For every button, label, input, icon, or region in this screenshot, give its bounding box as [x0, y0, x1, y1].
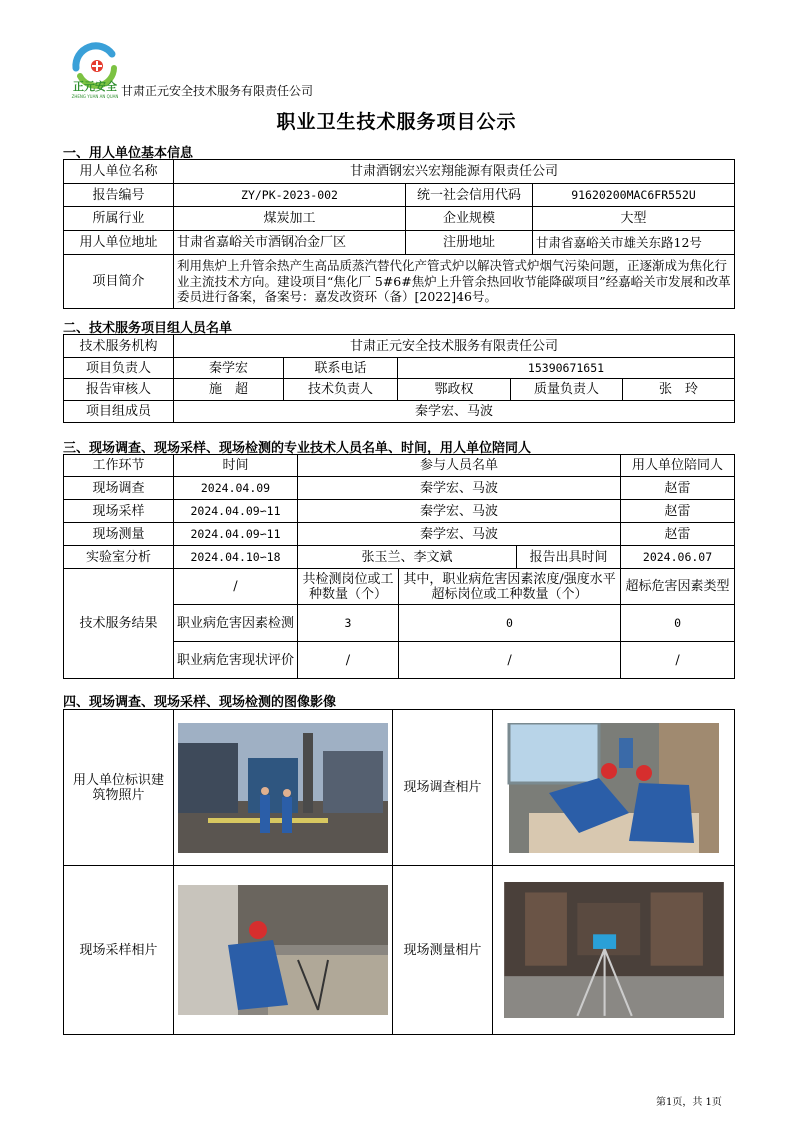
- time: 2024.04.09∽11: [174, 523, 298, 546]
- stage: 现场调查: [64, 477, 174, 500]
- leader: 秦学宏: [174, 358, 284, 379]
- report-no: ZY/PK-2023-002: [174, 184, 406, 207]
- report-time: 2024.06.07: [621, 546, 735, 569]
- result-exceed: 0: [399, 605, 621, 642]
- measurement-photo: [503, 882, 725, 1018]
- photo2-label: 现场调查相片: [393, 710, 493, 866]
- credit-code: 91620200MAC6FR552U: [533, 184, 735, 207]
- lab-stage: 实验室分析: [64, 546, 174, 569]
- section3-heading: 三、现场调查、现场采样、现场检测的专业技术人员名单、时间，用人单位陪同人: [63, 441, 532, 456]
- photo1-label: 用人单位标识建筑物照片: [64, 710, 174, 866]
- scale-label: 企业规模: [406, 207, 533, 231]
- table-row: [64, 546, 735, 569]
- address: 甘肃省嘉峪关市酒钢冶金厂区: [174, 231, 406, 255]
- result-type: /: [621, 642, 735, 679]
- result-count: 3: [298, 605, 399, 642]
- time: 2024.04.09: [174, 477, 298, 500]
- escort: 赵雷: [621, 500, 735, 523]
- result-label: 技术服务结果: [64, 569, 174, 679]
- table-row: [64, 500, 735, 523]
- escort: 赵雷: [621, 523, 735, 546]
- result-header-type: 超标危害因素类型: [621, 569, 735, 605]
- reg-address: 甘肃省嘉峪关市雄关东路12号: [533, 231, 735, 255]
- photo-table: [63, 709, 735, 1035]
- company-header: 甘肃正元安全技术服务有限责任公司: [121, 84, 314, 98]
- org-label: 技术服务机构: [64, 335, 174, 358]
- report-no-label: 报告编号: [64, 184, 174, 207]
- people: 秦学宏、马波: [298, 477, 621, 500]
- section2-heading: 二、技术服务项目组人员名单: [63, 321, 233, 336]
- quality: 张 玲: [623, 379, 735, 401]
- header-stage: 工作环节: [64, 455, 174, 477]
- tech: 鄂政权: [398, 379, 511, 401]
- lab-people: 张玉兰、李文斌: [298, 546, 517, 569]
- address-label: 用人单位地址: [64, 231, 174, 255]
- logo-text: 正元安全: [73, 80, 117, 93]
- company-logo-icon: [66, 38, 124, 100]
- unit-info-table: [63, 159, 735, 309]
- header-time: 时间: [174, 455, 298, 477]
- unit-name: 甘肃酒钢宏兴宏翔能源有限责任公司: [174, 160, 735, 184]
- intro-label: 项目简介: [64, 255, 174, 309]
- result-item: 职业病危害现状评价: [174, 642, 298, 679]
- photo4-label: 现场测量相片: [393, 866, 493, 1035]
- reg-address-label: 注册地址: [406, 231, 533, 255]
- leader-label: 项目负责人: [64, 358, 174, 379]
- escort: 赵雷: [621, 477, 735, 500]
- field-work-table: [63, 454, 735, 679]
- stage: 现场测量: [64, 523, 174, 546]
- org: 甘肃正元安全技术服务有限责任公司: [174, 335, 735, 358]
- section1-heading: 一、用人单位基本信息: [63, 146, 194, 161]
- time: 2024.04.09∽11: [174, 500, 298, 523]
- table-row: [64, 523, 735, 546]
- industry-label: 所属行业: [64, 207, 174, 231]
- result-item: 职业病危害因素检测: [174, 605, 298, 642]
- page-title: 职业卫生技术服务项目公示: [276, 111, 517, 133]
- phone: 15390671651: [398, 358, 735, 379]
- result-header-exceed: 其中，职业病危害因素浓度/强度水平超标岗位或工种数量（个）: [399, 569, 621, 605]
- members: 秦学宏、马波: [174, 401, 735, 423]
- photo3-label: 现场采样相片: [64, 866, 174, 1035]
- table-row: [64, 477, 735, 500]
- lab-time: 2024.04.10∽18: [174, 546, 298, 569]
- result-type: 0: [621, 605, 735, 642]
- reviewer: 施 超: [174, 379, 284, 401]
- people: 秦学宏、马波: [298, 500, 621, 523]
- section4-heading: 四、现场调查、现场采样、现场检测的图像影像: [63, 695, 337, 710]
- header-people: 参与人员名单: [298, 455, 621, 477]
- logo-subtext: ZHENG YUAN AN QUAN: [71, 94, 119, 99]
- building-photo: [178, 723, 388, 853]
- stage: 现场采样: [64, 500, 174, 523]
- report-time-label: 报告出具时间: [517, 546, 621, 569]
- phone-label: 联系电话: [284, 358, 398, 379]
- result-exceed: /: [399, 642, 621, 679]
- unit-name-label: 用人单位名称: [64, 160, 174, 184]
- tech-label: 技术负责人: [284, 379, 398, 401]
- result-header-count: 共检测岗位或工种数量（个）: [298, 569, 399, 605]
- credit-code-label: 统一社会信用代码: [406, 184, 533, 207]
- reviewer-label: 报告审核人: [64, 379, 174, 401]
- header-escort: 用人单位陪同人: [621, 455, 735, 477]
- members-label: 项目组成员: [64, 401, 174, 423]
- result-header-slash: /: [174, 569, 298, 605]
- sampling-photo: [178, 882, 388, 1018]
- result-count: /: [298, 642, 399, 679]
- intro: 利用焦炉上升管余热产生高品质蒸汽替代化产管式炉以解决管式炉烟气污染问题，正逐渐成为焦化行业主流技术方向。建设项目“焦化厂 5#6#焦炉上升管余热回收节能降碳项目”经嘉峪关市发展和改革委员进行备案，备案号：嘉发改资环（备）[2022]46号。: [174, 255, 735, 309]
- people: 秦学宏、马波: [298, 523, 621, 546]
- industry: 煤炭加工: [174, 207, 406, 231]
- survey-photo: [503, 723, 725, 853]
- team-table: [63, 334, 735, 423]
- scale: 大型: [533, 207, 735, 231]
- quality-label: 质量负责人: [511, 379, 623, 401]
- page-footer: 第1页，共 1页: [656, 1097, 722, 1108]
